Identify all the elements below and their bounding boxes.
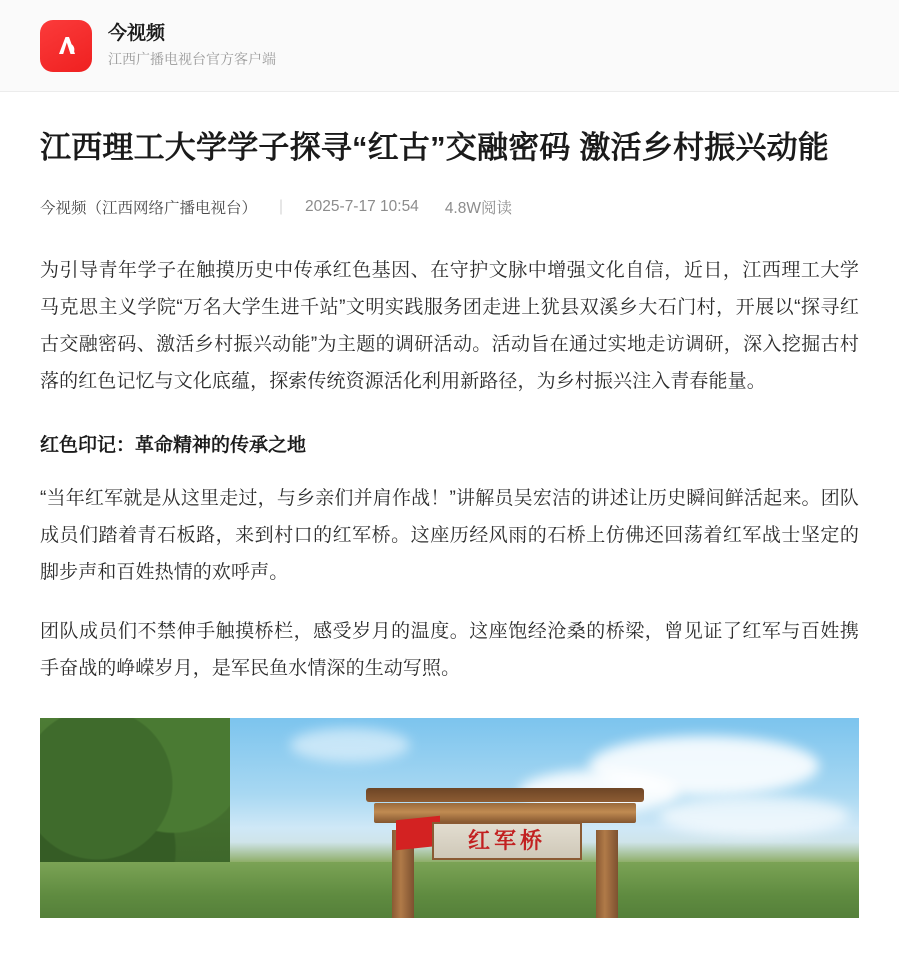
byline-read-count: 4.8W阅读 (444, 200, 512, 218)
section-subheading: 红色印记：革命精神的传承之地 (40, 435, 307, 457)
page-title: 江西理工大学学子探寻“红古”交融密码 激活乡村振兴动能 (40, 130, 830, 165)
body-paragraph: 团队成员们不禁伸手触摸桥栏，感受岁月的温度。这座饱经沧桑的桥梁，曾见证了红军与百姓携手奋战的峥嵘岁月，是军民鱼水情深的生动写照。 (40, 621, 859, 680)
gate-signboard (432, 822, 582, 860)
byline-separator: | (279, 198, 284, 216)
grass-ground (40, 862, 859, 918)
gate-roof (366, 788, 644, 802)
cloud-shape (290, 728, 410, 762)
cloud-shape (659, 796, 849, 836)
app-subtitle: 江西广播电视台官方客户端 (108, 50, 276, 67)
byline-date: 2025-7-17 10:54 (305, 198, 419, 216)
app-name: 今视频 (108, 22, 166, 44)
byline (40, 196, 859, 218)
app-meta (108, 24, 276, 67)
body-paragraph: “当年红军就是从这里走过，与乡亲们并肩作战！”讲解员吴宏洁的讲述让历史瞬间鲜活起来。团队成员们踏着青石板路，来到村口的红军桥。这座历经风雨的石桥上仿佛还回荡着红军战士坚定的脚步声和百姓热情的欢呼声。 (40, 488, 859, 584)
photo-scene (40, 718, 859, 918)
byline-source: 今视频（江西网络广播电视台） (40, 200, 258, 218)
tree-foliage (40, 718, 230, 883)
app-header (0, 0, 899, 92)
intro-paragraph: 为引导青年学子在触摸历史中传承红色基因、在守护文脉中增强文化自信，近日，江西理工大学马克思主义学院“万名大学生进千站”文明实践服务团走进上犹县双溪乡大石门村，开展以“探寻红古交融密码、激活乡村振兴动能”为主题的调研活动。活动旨在通过实地走访调研，深入挖掘古村落的红色记忆与文化底蕴，探索传统资源活化利用新路径，为乡村振兴注入青春能量。 (40, 260, 859, 393)
app-logo-icon[interactable] (40, 20, 92, 72)
red-army-bridge-photo (40, 718, 859, 918)
gate-sign-text: 红军桥 (467, 827, 546, 853)
gate-post-right (596, 830, 618, 918)
article-body (0, 92, 899, 918)
